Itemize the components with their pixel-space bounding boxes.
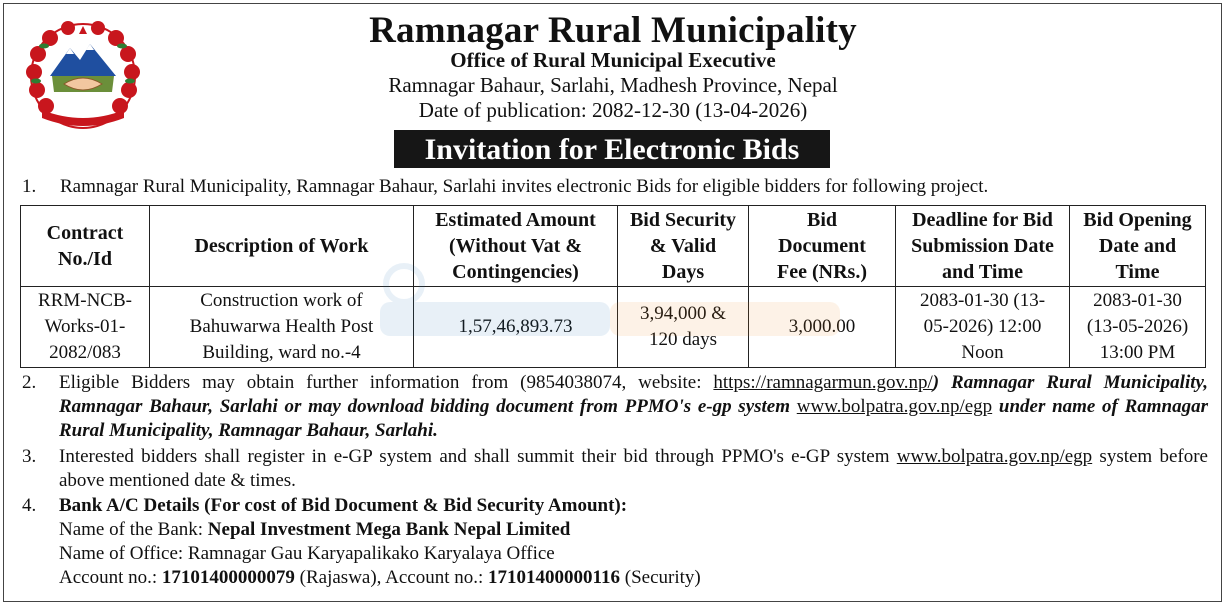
account-number-security: 17101400000116 [488,567,620,588]
office-address: Ramnagar Bahaur, Sarlahi, Madhesh Province, Nepal [388,73,838,97]
office-account-name: Ramnagar Gau Karyapalikako Karyalaya Office [187,543,555,564]
header-document-fee: Bid Document Fee (NRs.) [749,206,896,287]
cell-bid-security: 3,94,000 & 120 days [618,287,749,368]
cell-description: Construction work of Bahuwarwa Health Post Building, ward no.-4 [150,287,414,368]
header-bid-security: Bid Security & Valid Days [618,206,749,287]
bank-heading: Bank A/C Details (For cost of Bid Document & Bid Security Amount): [59,495,628,516]
cell-deadline: 2083-01-30 (13- 05-2026) 12:00 Noon [896,287,1070,368]
item-number: 3. [22,446,37,467]
item-number: 4. [22,495,37,516]
bank-name: Nepal Investment Mega Bank Nepal Limited [207,519,571,540]
header-deadline: Deadline for Bid Submission Date and Time [896,206,1070,287]
header-description: Description of Work [150,206,414,287]
cell-document-fee: 3,000.00 [749,287,896,368]
egp-link[interactable]: www.bolpatra.gov.np/egp [796,396,993,417]
item-number: 2. [22,372,37,393]
item-4 [22,494,1208,590]
notice-banner: Invitation for Electronic Bids [394,130,830,168]
item-3-text: Interested bidders shall register in e-GP system and shall summit their bid through PPMO's e-GP system www.bolpatra.gov.np/egp system before above mentioned date & times. [59,446,1208,491]
item-1-text: Ramnagar Rural Municipality, Ramnagar Bahaur, Sarlahi invites electronic Bids for eligible bidders for following project. [60,176,989,197]
item-3 [22,445,1208,493]
header-bid-opening: Bid Opening Date and Time [1070,206,1206,287]
account-number-rajaswa: 17101400000079 [161,567,295,588]
website-link[interactable]: https://ramnagarmun.gov.np/ [713,372,933,393]
cell-contract-id: RRM-NCB- Works-01- 2082/083 [21,287,150,368]
bid-table [20,205,1206,368]
item-number: 1. [22,176,37,197]
account-row: Account no.: 17101400000079 (Rajaswa), Account no.: 17101400000116 (Security) [59,567,701,588]
item-1 [22,175,1208,199]
bank-name-row: Name of the Bank: Nepal Investment Mega Bank Nepal Limited [59,519,571,540]
item-2 [22,371,1208,443]
municipality-ref: Ramnagar Rural Municipality, Ramnagar Bahaur, Sarlahi or may download bidding document from PPMO's e-gp system [59,372,1208,417]
cell-bid-opening: 2083-01-30 (13-05-2026) 13:00 PM [1070,287,1206,368]
office-name: Office of Rural Municipal Executive [450,48,776,72]
egp-link-2[interactable]: www.bolpatra.gov.np/egp [896,446,1093,467]
cell-estimated-amount: 1,57,46,893.73 [414,287,618,368]
item-2-text: Eligible Bidders may obtain further information from (9854038074, website: https://ramnagarmun.gov.np/) Ramnagar Rural Municipality, Ramnagar Bahaur, Sarlahi or may download bidding document from PPMO's e-gp system www.bolpatra.gov.np/egp under name of Ramnagar Rural Municipality, Ramnagar Bahaur, Sarlahi. [59,372,1209,441]
table-row [21,287,1206,368]
table-header-row [21,206,1206,287]
header-estimated-amount: Estimated Amount (Without Vat & Contingencies) [414,206,618,287]
municipality-title: Ramnagar Rural Municipality [369,10,857,51]
nepal-emblem-icon [20,14,146,140]
office-name-row: Name of Office: Ramnagar Gau Karyapalikako Karyalaya Office [59,543,555,564]
header-contract: Contract No./Id [21,206,150,287]
publication-date: Date of publication: 2082-12-30 (13-04-2026) [418,98,808,122]
